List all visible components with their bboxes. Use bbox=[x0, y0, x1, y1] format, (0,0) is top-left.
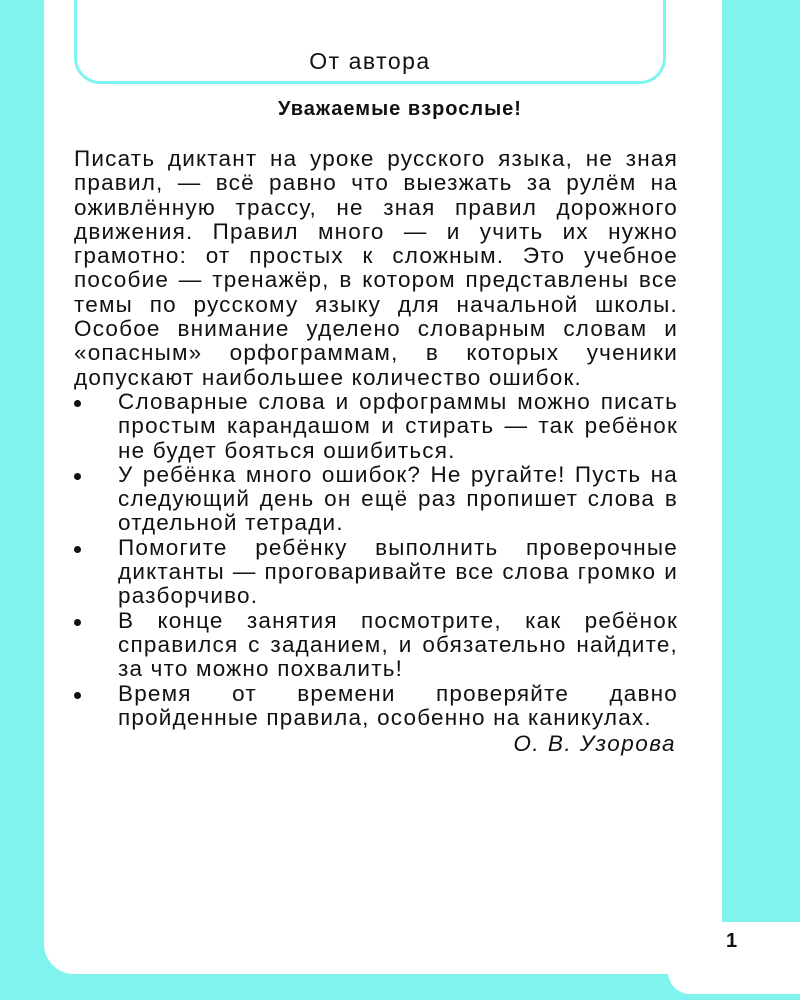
greeting-heading: Уважаемые взрослые! bbox=[278, 98, 522, 120]
bullet-icon bbox=[74, 546, 81, 553]
bullet-icon bbox=[74, 473, 81, 480]
tip-text: Помогите ребёнку выполнить проверочные диктанты — проговаривайте все слова громко и разборчиво. bbox=[118, 534, 678, 609]
list-item bbox=[74, 609, 678, 682]
intro-paragraph: Писать диктант на уроке русского языка, не зная правил, — всё равно что выезжать за рулём на оживлённую трассу, не зная правил дорожного движения. Правил много — и учить их нужно грамотно: от простых к сложным. Это учебное пособие — тренажёр, в котором представлены все темы по русскому языку для начальной школы. Особое внимание уделено словарным словам и «опасным» орфограммам, в которых ученики допускают наибольшее количество ошибок. bbox=[74, 146, 678, 390]
bullet-icon bbox=[74, 400, 81, 407]
page-title: От автора bbox=[309, 48, 431, 74]
tip-text: У ребёнка много ошибок? Не ругайте! Пусть на следующий день он ещё раз пропишет слова в отдельной тетради. bbox=[118, 461, 678, 536]
list-item bbox=[74, 463, 678, 536]
list-item bbox=[74, 536, 678, 609]
list-item bbox=[74, 682, 678, 731]
bullet-icon bbox=[74, 692, 81, 699]
body-text bbox=[74, 147, 678, 756]
tips-list bbox=[74, 390, 678, 730]
page-number: 1 bbox=[726, 930, 738, 952]
bullet-icon bbox=[74, 619, 81, 626]
tip-text: Словарные слова и орфограммы можно писать простым карандашом и стирать — так ребёнок не будет бояться ошибиться. bbox=[118, 388, 678, 463]
tip-text: Время от времени проверяйте давно пройденные правила, особенно на каникулах. bbox=[118, 680, 678, 730]
page-number-box bbox=[668, 922, 800, 994]
list-item bbox=[74, 390, 678, 463]
tip-text: В конце занятия посмотрите, как ребёнок справился с заданием, и обязательно найдите, за что можно похвалить! bbox=[118, 607, 678, 682]
author-signature: О. В. Узорова bbox=[513, 731, 676, 757]
header-tab bbox=[74, 0, 666, 84]
